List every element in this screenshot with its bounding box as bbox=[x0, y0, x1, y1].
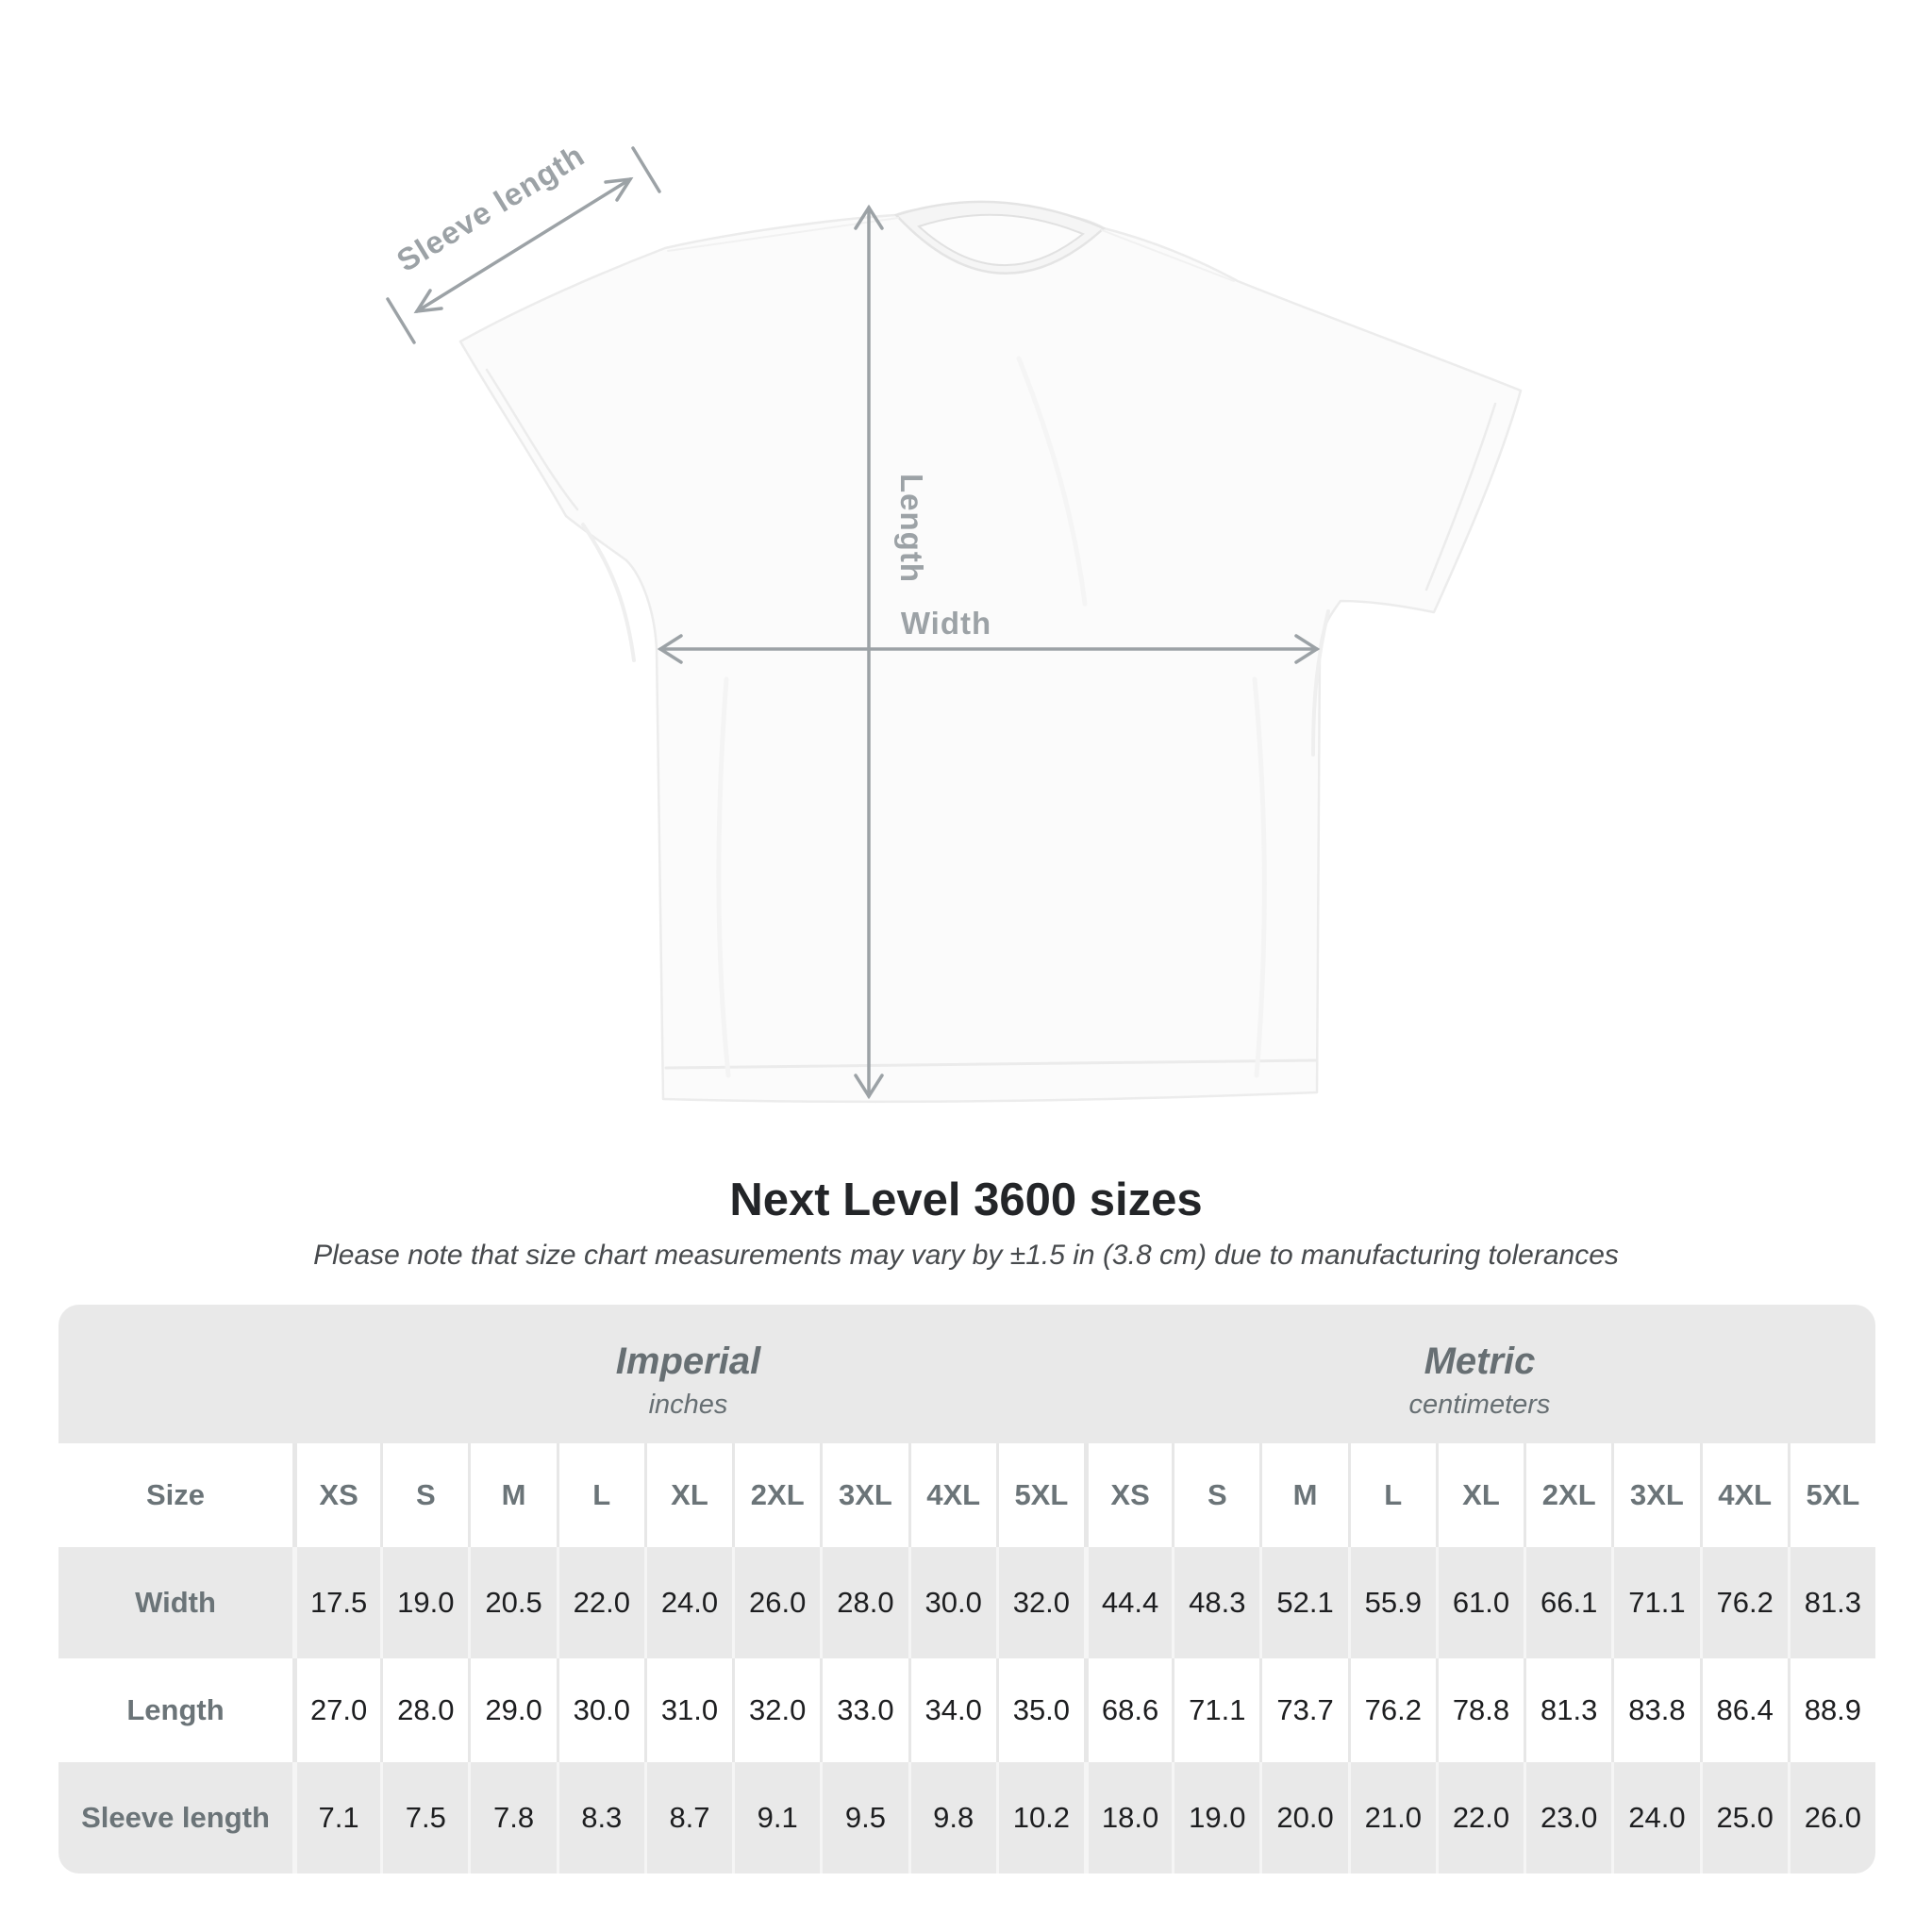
cell-length-metric-xs: 68.6 bbox=[1084, 1658, 1172, 1762]
size-column-header: Size bbox=[58, 1443, 292, 1547]
col-header-imperial-4xl: 4XL bbox=[908, 1443, 996, 1547]
col-header-imperial-2xl: 2XL bbox=[732, 1443, 820, 1547]
cell-sleeve-metric-2xl: 23.0 bbox=[1524, 1762, 1611, 1874]
row-label-width: Width bbox=[58, 1547, 292, 1658]
col-header-metric-s: S bbox=[1172, 1443, 1259, 1547]
cell-sleeve-imperial-2xl: 9.1 bbox=[732, 1762, 820, 1874]
sleeve-length-label: Sleeve length bbox=[391, 137, 591, 278]
cell-length-imperial-5xl: 35.0 bbox=[996, 1658, 1084, 1762]
col-header-imperial-s: S bbox=[380, 1443, 468, 1547]
cell-width-metric-s: 48.3 bbox=[1172, 1547, 1259, 1658]
cell-width-imperial-3xl: 28.0 bbox=[820, 1547, 908, 1658]
page-subtitle: Please note that size chart measurements may vary by ±1.5 in (3.8 cm) due to manufacturing tolerances bbox=[313, 1240, 1619, 1272]
length-label: Length bbox=[894, 474, 929, 583]
metric-label: Metric bbox=[1424, 1341, 1536, 1382]
cell-width-imperial-4xl: 30.0 bbox=[908, 1547, 996, 1658]
cell-sleeve-imperial-s: 7.5 bbox=[380, 1762, 468, 1874]
unit-band bbox=[58, 1305, 1875, 1443]
col-header-imperial-5xl: 5XL bbox=[996, 1443, 1084, 1547]
cell-length-imperial-2xl: 32.0 bbox=[732, 1658, 820, 1762]
col-header-metric-xl: XL bbox=[1436, 1443, 1524, 1547]
cell-length-metric-4xl: 86.4 bbox=[1700, 1658, 1788, 1762]
col-header-metric-l: L bbox=[1348, 1443, 1436, 1547]
cell-width-metric-m: 52.1 bbox=[1259, 1547, 1347, 1658]
cell-length-imperial-xs: 27.0 bbox=[292, 1658, 380, 1762]
col-header-metric-2xl: 2XL bbox=[1524, 1443, 1611, 1547]
cell-width-imperial-5xl: 32.0 bbox=[996, 1547, 1084, 1658]
cell-sleeve-metric-5xl: 26.0 bbox=[1788, 1762, 1875, 1874]
imperial-unit: inches bbox=[648, 1390, 728, 1420]
cell-width-metric-4xl: 76.2 bbox=[1700, 1547, 1788, 1658]
width-label: Width bbox=[900, 606, 992, 641]
cell-width-imperial-l: 22.0 bbox=[557, 1547, 644, 1658]
cell-length-imperial-xl: 31.0 bbox=[644, 1658, 732, 1762]
cell-width-imperial-2xl: 26.0 bbox=[732, 1547, 820, 1658]
cell-length-imperial-4xl: 34.0 bbox=[908, 1658, 996, 1762]
cell-width-imperial-s: 19.0 bbox=[380, 1547, 468, 1658]
cell-sleeve-imperial-5xl: 10.2 bbox=[996, 1762, 1084, 1874]
cell-sleeve-metric-l: 21.0 bbox=[1348, 1762, 1436, 1874]
cell-length-imperial-l: 30.0 bbox=[557, 1658, 644, 1762]
cell-width-metric-3xl: 71.1 bbox=[1611, 1547, 1699, 1658]
col-header-imperial-xs: XS bbox=[292, 1443, 380, 1547]
page-title: Next Level 3600 sizes bbox=[729, 1174, 1203, 1225]
cell-sleeve-metric-xs: 18.0 bbox=[1084, 1762, 1172, 1874]
col-header-metric-3xl: 3XL bbox=[1611, 1443, 1699, 1547]
size-chart-table bbox=[58, 1305, 1875, 1874]
col-header-imperial-3xl: 3XL bbox=[820, 1443, 908, 1547]
cell-sleeve-metric-4xl: 25.0 bbox=[1700, 1762, 1788, 1874]
col-header-metric-xs: XS bbox=[1084, 1443, 1172, 1547]
cell-width-metric-2xl: 66.1 bbox=[1524, 1547, 1611, 1658]
cell-length-imperial-3xl: 33.0 bbox=[820, 1658, 908, 1762]
metric-unit: centimeters bbox=[1408, 1390, 1551, 1420]
cell-sleeve-imperial-3xl: 9.5 bbox=[820, 1762, 908, 1874]
col-header-metric-5xl: 5XL bbox=[1788, 1443, 1875, 1547]
cell-sleeve-metric-s: 19.0 bbox=[1172, 1762, 1259, 1874]
imperial-group-header bbox=[292, 1305, 1084, 1443]
cell-sleeve-metric-3xl: 24.0 bbox=[1611, 1762, 1699, 1874]
cell-width-metric-5xl: 81.3 bbox=[1788, 1547, 1875, 1658]
cell-length-metric-5xl: 88.9 bbox=[1788, 1658, 1875, 1762]
row-label-sleeve-length: Sleeve length bbox=[58, 1762, 292, 1874]
col-header-imperial-l: L bbox=[557, 1443, 644, 1547]
col-header-imperial-xl: XL bbox=[644, 1443, 732, 1547]
cell-length-imperial-m: 29.0 bbox=[468, 1658, 556, 1762]
cell-length-metric-2xl: 81.3 bbox=[1524, 1658, 1611, 1762]
col-header-imperial-m: M bbox=[468, 1443, 556, 1547]
cell-length-metric-xl: 78.8 bbox=[1436, 1658, 1524, 1762]
cell-width-imperial-m: 20.5 bbox=[468, 1547, 556, 1658]
col-header-metric-4xl: 4XL bbox=[1700, 1443, 1788, 1547]
cell-length-metric-s: 71.1 bbox=[1172, 1658, 1259, 1762]
cell-width-imperial-xs: 17.5 bbox=[292, 1547, 380, 1658]
cell-width-metric-xs: 44.4 bbox=[1084, 1547, 1172, 1658]
tshirt-silhouette bbox=[460, 207, 1521, 1102]
cell-width-metric-xl: 61.0 bbox=[1436, 1547, 1524, 1658]
cell-sleeve-imperial-m: 7.8 bbox=[468, 1762, 556, 1874]
cell-sleeve-imperial-xs: 7.1 bbox=[292, 1762, 380, 1874]
cell-sleeve-imperial-xl: 8.7 bbox=[644, 1762, 732, 1874]
cell-length-metric-3xl: 83.8 bbox=[1611, 1658, 1699, 1762]
cell-length-metric-l: 76.2 bbox=[1348, 1658, 1436, 1762]
title-block bbox=[0, 1174, 1932, 1272]
cell-length-metric-m: 73.7 bbox=[1259, 1658, 1347, 1762]
cell-length-imperial-s: 28.0 bbox=[380, 1658, 468, 1762]
cell-sleeve-metric-m: 20.0 bbox=[1259, 1762, 1347, 1874]
cell-sleeve-imperial-l: 8.3 bbox=[557, 1762, 644, 1874]
unit-band-spacer bbox=[58, 1305, 292, 1443]
cell-width-metric-l: 55.9 bbox=[1348, 1547, 1436, 1658]
cell-sleeve-imperial-4xl: 9.8 bbox=[908, 1762, 996, 1874]
row-label-length: Length bbox=[58, 1658, 292, 1762]
cell-width-imperial-xl: 24.0 bbox=[644, 1547, 732, 1658]
metric-group-header bbox=[1084, 1305, 1875, 1443]
col-header-metric-m: M bbox=[1259, 1443, 1347, 1547]
imperial-label: Imperial bbox=[615, 1341, 761, 1382]
cell-sleeve-metric-xl: 22.0 bbox=[1436, 1762, 1524, 1874]
